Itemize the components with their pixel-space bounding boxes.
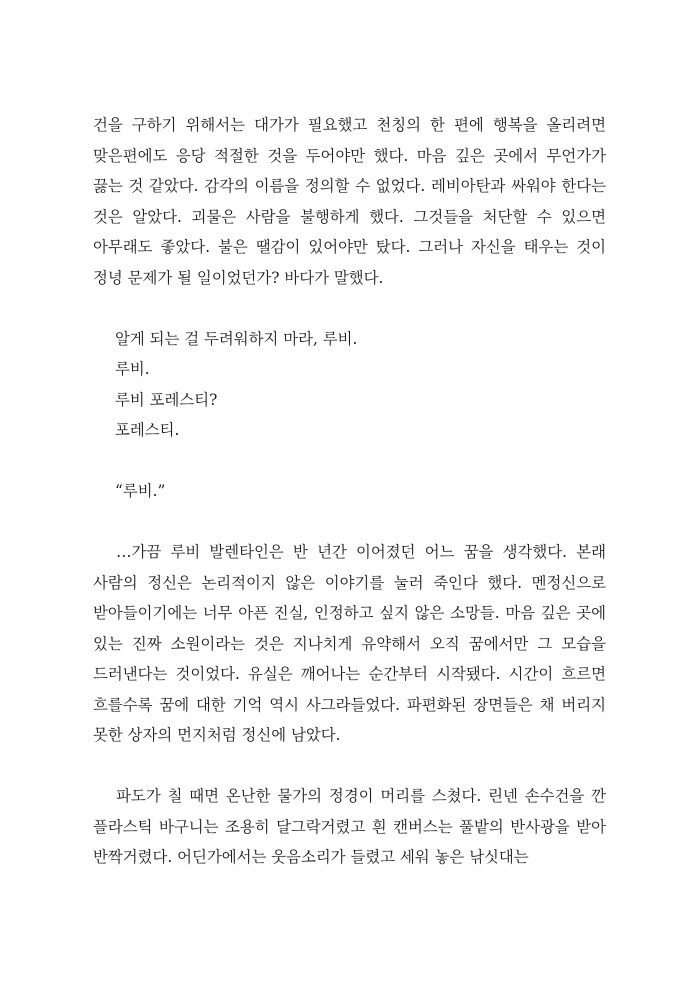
- paragraph-gap: [93, 751, 606, 782]
- paragraph-opening: 건을 구하기 위해서는 대가가 필요했고 천칭의 한 편에 행복을 올리려면 맞은편에도 응당 적절한 것을 두어야만 했다. 마음 깊은 곳에서 무언가가 끓는 것 같았다. 감각의 이름을 정의할 수 없었다. 레비아탄과 싸워야 한다는 것은 알았다. 괴물은 사람을 불행하게 했다. 그것들을 처단할 수 있으면 아무래도 좋았다. 불은 땔감이 있어야만 탔다. 그러나 자신을 태우는 것이 정녕 문제가 될 일이었던가? 바다가 말했다.: [93, 116, 606, 287]
- paragraph-gap: [93, 293, 606, 324]
- paragraph-dream: …가끔 루비 발렌타인은 반 년간 이어졌던 어느 꿈을 생각했다. 본래 사람의 정신은 논리적이지 않은 이야기를 눌러 죽인다 했다. 멘정신으로 받아들이기에는 너무 아픈 진실, 인정하고 싶지 않은 소망들. 마음 깊은 곳에 있는 진짜 소원이라는 것은 지나치게 유약해서 오직 꿈에서만 그 모습을 드러낸다는 것이었다. 유실은 깨어나는 순간부터 시작됐다. 시간이 흐르면 흐를수록 꿈에 대한 기억 역시 사그라들었다. 파편화된 장면들은 채 버리지 못한 상자의 먼지처럼 정신에 남았다.: [93, 543, 606, 744]
- dialogue-line: 루비 포레스티?: [115, 390, 218, 409]
- document-page: [93, 110, 606, 873]
- quoted-line: “루비.”: [115, 482, 166, 500]
- paragraph-gap: [93, 507, 606, 538]
- dialogue-line: 알게 되는 걸 두려워하지 마라, 루비.: [115, 329, 358, 348]
- dialogue-line: 포레스티.: [115, 421, 180, 439]
- paragraph-waves: 파도가 칠 때면 온난한 물가의 정경이 머리를 스쳤다. 린넨 손수건을 깐 플라스틱 바구니는 조용히 달그락거렸고 흰 캔버스는 풀밭의 반사광을 받아 반짝거렸다. 어딘가에서는 웃음소리가 들렸고 세워 놓은 낚싯대는: [93, 787, 606, 866]
- dialogue-line: 루비.: [115, 360, 150, 378]
- paragraph-gap: [93, 446, 606, 477]
